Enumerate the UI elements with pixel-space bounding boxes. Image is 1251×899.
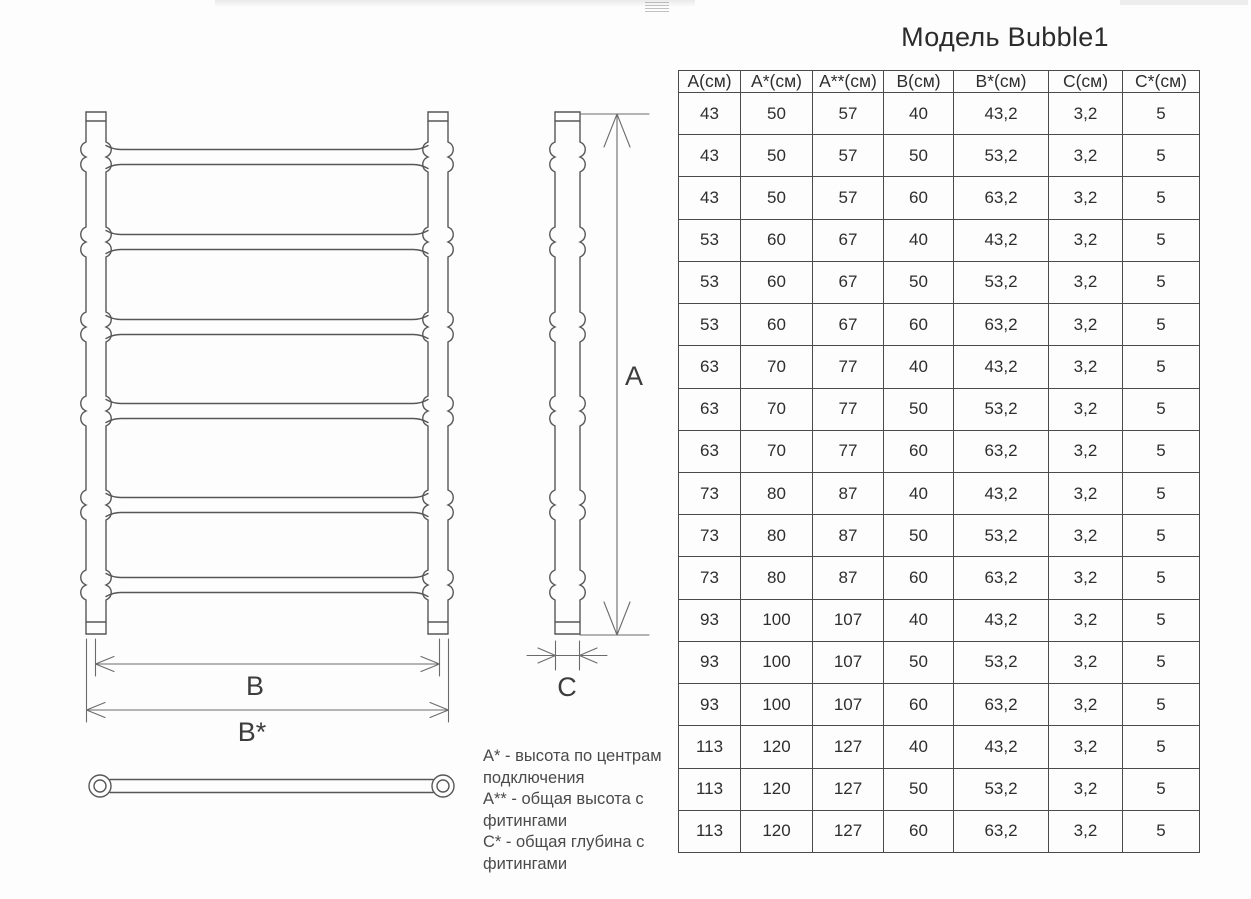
spec-cell: 77 xyxy=(813,388,884,430)
spec-cell: 5 xyxy=(1123,261,1200,303)
table-header-row xyxy=(679,71,1200,93)
spec-cell: 53,2 xyxy=(954,515,1049,557)
spec-cell: 40 xyxy=(884,93,954,135)
model-title: Модель Bubble1 xyxy=(901,22,1109,52)
spec-cell: 3,2 xyxy=(1049,810,1123,852)
rung-top-view xyxy=(110,780,433,793)
side-post-outline xyxy=(550,112,555,634)
spec-cell: 67 xyxy=(813,304,884,346)
legend-item: А** - общая высота с фитингами xyxy=(483,790,644,830)
spec-cell: 5 xyxy=(1123,388,1200,430)
spec-cell: 127 xyxy=(813,726,884,768)
spec-cell: 43,2 xyxy=(954,219,1049,261)
spec-cell: 5 xyxy=(1123,684,1200,726)
spec-cell: 57 xyxy=(813,177,884,219)
side-post-caps xyxy=(555,112,580,634)
spec-cell: 3,2 xyxy=(1049,768,1123,810)
dim-label-a: A xyxy=(624,361,644,391)
spec-cell: 50 xyxy=(884,135,954,177)
spec-cell: 3,2 xyxy=(1049,219,1123,261)
spec-cell: 87 xyxy=(813,557,884,599)
table-row xyxy=(679,93,1200,135)
rung-tube xyxy=(106,419,428,423)
dim-line-b-star xyxy=(87,639,449,722)
spec-cell: 77 xyxy=(813,430,884,472)
spec-cell: 3,2 xyxy=(1049,388,1123,430)
table-row xyxy=(679,304,1200,346)
spec-cell: 5 xyxy=(1123,472,1200,514)
table-row xyxy=(679,346,1200,388)
table-row xyxy=(679,261,1200,303)
scan-artifact xyxy=(1120,0,1248,5)
spec-cell: 60 xyxy=(884,684,954,726)
spec-cell: 43,2 xyxy=(954,93,1049,135)
spec-cell: 53 xyxy=(679,261,741,303)
spec-cell: 60 xyxy=(884,557,954,599)
spec-cell: 40 xyxy=(884,346,954,388)
spec-cell: 43,2 xyxy=(954,472,1049,514)
spec-cell: 5 xyxy=(1123,768,1200,810)
table-row xyxy=(679,472,1200,514)
dim-line-b xyxy=(96,639,440,676)
spec-cell: 80 xyxy=(741,557,813,599)
spec-cell: 60 xyxy=(741,304,813,346)
spec-cell: 93 xyxy=(679,599,741,641)
spec-cell: 50 xyxy=(741,177,813,219)
spec-cell: 57 xyxy=(813,135,884,177)
spec-cell: 53,2 xyxy=(954,641,1049,683)
spec-cell: 63 xyxy=(679,346,741,388)
spec-cell: 63,2 xyxy=(954,177,1049,219)
table-row xyxy=(679,557,1200,599)
spec-cell: 120 xyxy=(741,726,813,768)
rung-tube xyxy=(106,593,428,597)
spec-cell: 40 xyxy=(884,726,954,768)
spec-cell: 40 xyxy=(884,472,954,514)
spec-cell: 40 xyxy=(884,219,954,261)
spec-cell: 60 xyxy=(884,810,954,852)
spec-cell: 113 xyxy=(679,810,741,852)
spec-cell: 3,2 xyxy=(1049,472,1123,514)
post-caps xyxy=(428,112,448,634)
spec-cell: 53 xyxy=(679,304,741,346)
spec-cell: 5 xyxy=(1123,515,1200,557)
spec-cell: 3,2 xyxy=(1049,726,1123,768)
spec-cell: 70 xyxy=(741,430,813,472)
spec-cell: 107 xyxy=(813,599,884,641)
rung-tube xyxy=(106,165,428,169)
spec-cell: 5 xyxy=(1123,557,1200,599)
post-outline xyxy=(106,112,111,634)
spec-table-body xyxy=(679,93,1200,853)
spec-cell: 93 xyxy=(679,684,741,726)
dim-label-b-star: B* xyxy=(237,717,267,747)
fitting-inner xyxy=(94,780,106,792)
spec-cell: 43,2 xyxy=(954,346,1049,388)
spec-cell: 5 xyxy=(1123,135,1200,177)
spec-cell: 63,2 xyxy=(954,557,1049,599)
spec-cell: 50 xyxy=(741,93,813,135)
spec-cell: 73 xyxy=(679,515,741,557)
spec-cell: 63 xyxy=(679,430,741,472)
spec-cell: 57 xyxy=(813,93,884,135)
spec-cell: 73 xyxy=(679,557,741,599)
spec-cell: 3,2 xyxy=(1049,641,1123,683)
dimension-legend xyxy=(483,746,675,875)
spec-cell: 50 xyxy=(884,515,954,557)
spec-cell: 63,2 xyxy=(954,684,1049,726)
spec-cell: 5 xyxy=(1123,93,1200,135)
spec-cell: 67 xyxy=(813,261,884,303)
spec-cell: 50 xyxy=(884,641,954,683)
spec-cell: 50 xyxy=(884,388,954,430)
spec-cell: 5 xyxy=(1123,599,1200,641)
rung-tube xyxy=(106,335,428,339)
column-header-c-star: С*(см) xyxy=(1123,71,1200,93)
legend-item: С* - общая глубина с фитингами xyxy=(483,833,645,873)
dim-label-c: C xyxy=(557,672,577,702)
rung-tube xyxy=(106,250,428,254)
spec-cell: 3,2 xyxy=(1049,93,1123,135)
spec-cell: 3,2 xyxy=(1049,135,1123,177)
spec-cell: 113 xyxy=(679,726,741,768)
spec-cell: 70 xyxy=(741,388,813,430)
spec-cell: 3,2 xyxy=(1049,599,1123,641)
fitting-outer xyxy=(432,775,454,797)
table-row xyxy=(679,135,1200,177)
spec-cell: 67 xyxy=(813,219,884,261)
spec-cell: 5 xyxy=(1123,641,1200,683)
spec-cell: 53,2 xyxy=(954,261,1049,303)
spec-cell: 43 xyxy=(679,135,741,177)
column-header-b: В(см) xyxy=(884,71,954,93)
spec-cell: 60 xyxy=(884,430,954,472)
side-post-outline xyxy=(580,112,585,634)
spec-cell: 100 xyxy=(741,599,813,641)
spec-cell: 50 xyxy=(884,768,954,810)
spec-cell: 50 xyxy=(741,135,813,177)
table-row xyxy=(679,388,1200,430)
post-outline xyxy=(448,112,453,634)
spec-cell: 43,2 xyxy=(954,599,1049,641)
spec-cell: 53,2 xyxy=(954,135,1049,177)
spec-cell: 87 xyxy=(813,515,884,557)
rung-tube xyxy=(106,400,428,404)
spec-cell: 3,2 xyxy=(1049,177,1123,219)
table-row xyxy=(679,177,1200,219)
table-row xyxy=(679,219,1200,261)
legend-item: А* - высота по центрам подключения xyxy=(483,747,662,787)
column-header-a: А(см) xyxy=(679,71,741,93)
column-header-c: С(см) xyxy=(1049,71,1123,93)
table-row xyxy=(679,684,1200,726)
spec-cell: 127 xyxy=(813,810,884,852)
spec-cell: 80 xyxy=(741,472,813,514)
spec-cell: 5 xyxy=(1123,346,1200,388)
table-row xyxy=(679,810,1200,852)
dim-line-c xyxy=(527,641,607,670)
spec-cell: 73 xyxy=(679,472,741,514)
spec-cell: 53,2 xyxy=(954,388,1049,430)
rung-tube xyxy=(106,231,428,235)
column-header-b-star: В*(см) xyxy=(954,71,1049,93)
spec-cell: 5 xyxy=(1123,810,1200,852)
post-caps xyxy=(86,112,106,634)
spec-cell: 60 xyxy=(741,261,813,303)
spec-cell: 107 xyxy=(813,684,884,726)
spec-cell: 127 xyxy=(813,768,884,810)
spec-cell: 107 xyxy=(813,641,884,683)
spec-cell: 53 xyxy=(679,219,741,261)
spec-cell: 3,2 xyxy=(1049,304,1123,346)
spec-cell: 63,2 xyxy=(954,430,1049,472)
spec-cell: 63,2 xyxy=(954,810,1049,852)
post-outline xyxy=(81,112,86,634)
rung-tube xyxy=(106,513,428,517)
table-row xyxy=(679,641,1200,683)
spec-cell: 60 xyxy=(884,177,954,219)
rung-tube xyxy=(106,574,428,578)
spec-cell: 87 xyxy=(813,472,884,514)
spec-cell: 5 xyxy=(1123,177,1200,219)
table-row xyxy=(679,599,1200,641)
dim-label-b: B xyxy=(245,671,265,701)
spec-cell: 5 xyxy=(1123,219,1200,261)
spec-cell: 77 xyxy=(813,346,884,388)
spec-cell: 120 xyxy=(741,768,813,810)
column-header-a-star: А*(см) xyxy=(741,71,813,93)
spec-cell: 63,2 xyxy=(954,304,1049,346)
spec-cell: 120 xyxy=(741,810,813,852)
spec-cell: 40 xyxy=(884,599,954,641)
spec-cell: 50 xyxy=(884,261,954,303)
spec-cell: 63 xyxy=(679,388,741,430)
spec-cell: 43 xyxy=(679,177,741,219)
spec-cell: 70 xyxy=(741,346,813,388)
rung-tube xyxy=(106,146,428,150)
spec-cell: 3,2 xyxy=(1049,684,1123,726)
spec-cell: 5 xyxy=(1123,726,1200,768)
spec-cell: 113 xyxy=(679,768,741,810)
spec-cell: 3,2 xyxy=(1049,557,1123,599)
spec-cell: 3,2 xyxy=(1049,430,1123,472)
post-outline xyxy=(423,112,428,634)
spec-table xyxy=(678,70,1200,853)
table-row xyxy=(679,726,1200,768)
spec-cell: 80 xyxy=(741,515,813,557)
fitting-inner xyxy=(437,780,449,792)
column-header-a-2star: А**(см) xyxy=(813,71,884,93)
table-row xyxy=(679,768,1200,810)
spec-cell: 3,2 xyxy=(1049,346,1123,388)
table-row xyxy=(679,430,1200,472)
spec-cell: 3,2 xyxy=(1049,261,1123,303)
spec-cell: 43 xyxy=(679,93,741,135)
spec-cell: 43,2 xyxy=(954,726,1049,768)
fitting-outer xyxy=(89,775,111,797)
spec-cell: 5 xyxy=(1123,430,1200,472)
spec-cell: 60 xyxy=(741,219,813,261)
spec-cell: 93 xyxy=(679,641,741,683)
spec-cell: 60 xyxy=(884,304,954,346)
rung-tube xyxy=(106,316,428,320)
spec-cell: 5 xyxy=(1123,304,1200,346)
spec-cell: 3,2 xyxy=(1049,515,1123,557)
spec-cell: 100 xyxy=(741,684,813,726)
rung-tube xyxy=(106,494,428,498)
spec-cell: 100 xyxy=(741,641,813,683)
spec-cell: 53,2 xyxy=(954,768,1049,810)
table-row xyxy=(679,515,1200,557)
